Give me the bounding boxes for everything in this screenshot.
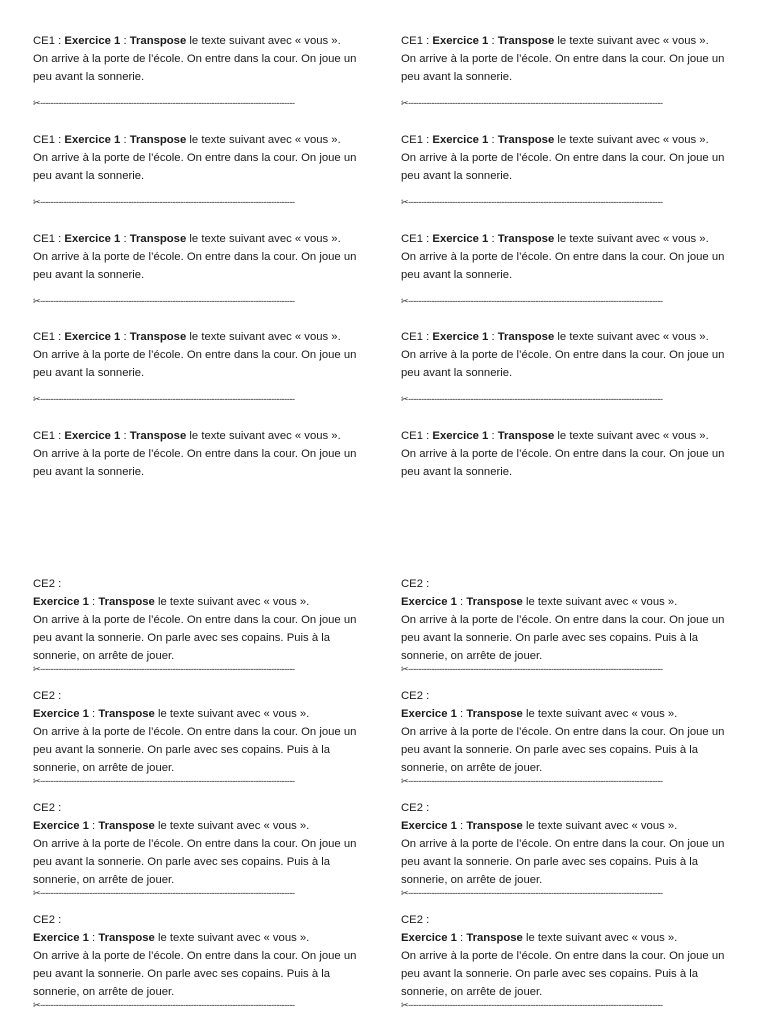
cut-line: ✂-------------------------------------------------------------------------------------------------- xyxy=(401,776,663,786)
ce1-exercise-card xyxy=(401,427,741,481)
text-line-1: On arrive à la porte de l’école. On entre dans la cour. On joue un xyxy=(401,950,725,962)
text-line-2: peu avant la sonnerie. On parle avec ses copains. Puis à la xyxy=(401,856,699,868)
text-line-2: peu avant la sonnerie. xyxy=(401,269,513,281)
text-line-1: On arrive à la porte de l’école. On entre dans la cour. On joue un xyxy=(33,614,357,626)
text-line-3: sonnerie, on arrête de jouer. xyxy=(33,650,175,662)
level-label: CE2 : xyxy=(33,802,62,814)
text-line-1: On arrive à la porte de l’école. On entre dans la cour. On joue un xyxy=(401,614,725,626)
ce1-exercise-card xyxy=(401,32,741,109)
text-line-2: peu avant la sonnerie. xyxy=(33,367,145,379)
text-line-1: On arrive à la porte de l’école. On entre dans la cour. On joue un xyxy=(401,53,725,65)
ce2-exercise-card xyxy=(33,799,373,899)
cut-line: ✂-------------------------------------------------------------------------------------------------- xyxy=(401,197,663,207)
cut-line: ✂-------------------------------------------------------------------------------------------------- xyxy=(33,664,295,674)
instruction-line: CE1 : Exercice 1 : Transpose le texte suivant avec « vous ». xyxy=(401,331,709,343)
cut-line: ✂-------------------------------------------------------------------------------------------------- xyxy=(401,98,663,108)
ce1-exercise-card xyxy=(401,131,741,208)
text-line-2: peu avant la sonnerie. On parle avec ses copains. Puis à la xyxy=(33,744,331,756)
text-line-1: On arrive à la porte de l’école. On entre dans la cour. On joue un xyxy=(33,53,357,65)
instruction-line: CE1 : Exercice 1 : Transpose le texte suivant avec « vous ». xyxy=(401,233,709,245)
level-label: CE2 : xyxy=(401,802,430,814)
text-line-2: peu avant la sonnerie. On parle avec ses copains. Puis à la xyxy=(401,968,699,980)
instruction-line: CE1 : Exercice 1 : Transpose le texte suivant avec « vous ». xyxy=(33,430,341,442)
instruction-line: CE1 : Exercice 1 : Transpose le texte suivant avec « vous ». xyxy=(33,233,341,245)
level-label: CE2 : xyxy=(401,578,430,590)
text-line-1: On arrive à la porte de l’école. On entre dans la cour. On joue un xyxy=(33,838,357,850)
text-line-1: On arrive à la porte de l’école. On entre dans la cour. On joue un xyxy=(401,448,725,460)
instruction-line: CE1 : Exercice 1 : Transpose le texte suivant avec « vous ». xyxy=(33,134,341,146)
level-label: CE2 : xyxy=(401,690,430,702)
cut-line: ✂-------------------------------------------------------------------------------------------------- xyxy=(401,296,663,306)
text-line-2: peu avant la sonnerie. xyxy=(401,170,513,182)
level-label: CE2 : xyxy=(33,690,62,702)
text-line-2: peu avant la sonnerie. xyxy=(401,71,513,83)
ce2-exercise-card xyxy=(401,575,741,675)
instruction-line: Exercice 1 : Transpose le texte suivant avec « vous ». xyxy=(33,596,310,608)
text-line-2: peu avant la sonnerie. On parle avec ses copains. Puis à la xyxy=(401,744,699,756)
text-line-2: peu avant la sonnerie. On parle avec ses copains. Puis à la xyxy=(33,632,331,644)
cut-line: ✂-------------------------------------------------------------------------------------------------- xyxy=(33,1000,295,1010)
cut-line: ✂-------------------------------------------------------------------------------------------------- xyxy=(401,394,663,404)
text-line-1: On arrive à la porte de l’école. On entre dans la cour. On joue un xyxy=(33,726,357,738)
text-line-2: peu avant la sonnerie. xyxy=(33,269,145,281)
text-line-2: peu avant la sonnerie. On parle avec ses copains. Puis à la xyxy=(33,856,331,868)
text-line-1: On arrive à la porte de l’école. On entre dans la cour. On joue un xyxy=(401,152,725,164)
instruction-line: Exercice 1 : Transpose le texte suivant avec « vous ». xyxy=(33,932,310,944)
ce2-exercise-card xyxy=(401,687,741,787)
text-line-1: On arrive à la porte de l’école. On entre dans la cour. On joue un xyxy=(33,950,357,962)
cut-line: ✂-------------------------------------------------------------------------------------------------- xyxy=(401,664,663,674)
ce2-exercise-card xyxy=(33,575,373,675)
ce2-exercise-card xyxy=(401,911,741,1011)
text-line-2: peu avant la sonnerie. xyxy=(33,170,145,182)
text-line-2: peu avant la sonnerie. On parle avec ses copains. Puis à la xyxy=(33,968,331,980)
cut-line: ✂-------------------------------------------------------------------------------------------------- xyxy=(33,888,295,898)
text-line-1: On arrive à la porte de l’école. On entre dans la cour. On joue un xyxy=(401,726,725,738)
cut-line: ✂-------------------------------------------------------------------------------------------------- xyxy=(401,888,663,898)
ce1-exercise-card xyxy=(401,328,741,405)
text-line-1: On arrive à la porte de l’école. On entre dans la cour. On joue un xyxy=(401,349,725,361)
text-line-3: sonnerie, on arrête de jouer. xyxy=(33,874,175,886)
instruction-line: Exercice 1 : Transpose le texte suivant avec « vous ». xyxy=(401,932,678,944)
instruction-line: CE1 : Exercice 1 : Transpose le texte suivant avec « vous ». xyxy=(33,35,341,47)
cut-line: ✂-------------------------------------------------------------------------------------------------- xyxy=(33,296,295,306)
ce2-exercise-card xyxy=(401,799,741,899)
ce1-exercise-card xyxy=(33,427,373,481)
text-line-1: On arrive à la porte de l’école. On entre dans la cour. On joue un xyxy=(401,838,725,850)
instruction-line: Exercice 1 : Transpose le texte suivant avec « vous ». xyxy=(401,708,678,720)
text-line-3: sonnerie, on arrête de jouer. xyxy=(401,762,543,774)
cut-line: ✂-------------------------------------------------------------------------------------------------- xyxy=(33,394,295,404)
ce1-exercise-card xyxy=(33,230,373,307)
text-line-1: On arrive à la porte de l’école. On entre dans la cour. On joue un xyxy=(33,448,357,460)
text-line-1: On arrive à la porte de l’école. On entre dans la cour. On joue un xyxy=(401,251,725,263)
ce1-exercise-card xyxy=(401,230,741,307)
text-line-2: peu avant la sonnerie. xyxy=(401,466,513,478)
level-label: CE2 : xyxy=(33,578,62,590)
text-line-3: sonnerie, on arrête de jouer. xyxy=(401,986,543,998)
text-line-3: sonnerie, on arrête de jouer. xyxy=(401,650,543,662)
text-line-3: sonnerie, on arrête de jouer. xyxy=(33,986,175,998)
instruction-line: Exercice 1 : Transpose le texte suivant avec « vous ». xyxy=(33,820,310,832)
text-line-2: peu avant la sonnerie. xyxy=(33,71,145,83)
text-line-2: peu avant la sonnerie. xyxy=(401,367,513,379)
level-label: CE2 : xyxy=(33,914,62,926)
text-line-2: peu avant la sonnerie. xyxy=(33,466,145,478)
instruction-line: CE1 : Exercice 1 : Transpose le texte suivant avec « vous ». xyxy=(33,331,341,343)
cut-line: ✂-------------------------------------------------------------------------------------------------- xyxy=(33,98,295,108)
level-label: CE2 : xyxy=(401,914,430,926)
cut-line: ✂-------------------------------------------------------------------------------------------------- xyxy=(401,1000,663,1010)
text-line-1: On arrive à la porte de l’école. On entre dans la cour. On joue un xyxy=(33,251,357,263)
ce1-exercise-card xyxy=(33,131,373,208)
text-line-3: sonnerie, on arrête de jouer. xyxy=(401,874,543,886)
ce2-exercise-card xyxy=(33,911,373,1011)
instruction-line: Exercice 1 : Transpose le texte suivant avec « vous ». xyxy=(401,596,678,608)
instruction-line: CE1 : Exercice 1 : Transpose le texte suivant avec « vous ». xyxy=(401,430,709,442)
instruction-line: Exercice 1 : Transpose le texte suivant avec « vous ». xyxy=(33,708,310,720)
text-line-1: On arrive à la porte de l’école. On entre dans la cour. On joue un xyxy=(33,349,357,361)
cut-line: ✂-------------------------------------------------------------------------------------------------- xyxy=(33,197,295,207)
ce2-exercise-card xyxy=(33,687,373,787)
text-line-1: On arrive à la porte de l’école. On entre dans la cour. On joue un xyxy=(33,152,357,164)
instruction-line: Exercice 1 : Transpose le texte suivant avec « vous ». xyxy=(401,820,678,832)
text-line-2: peu avant la sonnerie. On parle avec ses copains. Puis à la xyxy=(401,632,699,644)
text-line-3: sonnerie, on arrête de jouer. xyxy=(33,762,175,774)
instruction-line: CE1 : Exercice 1 : Transpose le texte suivant avec « vous ». xyxy=(401,134,709,146)
cut-line: ✂-------------------------------------------------------------------------------------------------- xyxy=(33,776,295,786)
ce1-exercise-card xyxy=(33,328,373,405)
ce1-exercise-card xyxy=(33,32,373,109)
instruction-line: CE1 : Exercice 1 : Transpose le texte suivant avec « vous ». xyxy=(401,35,709,47)
